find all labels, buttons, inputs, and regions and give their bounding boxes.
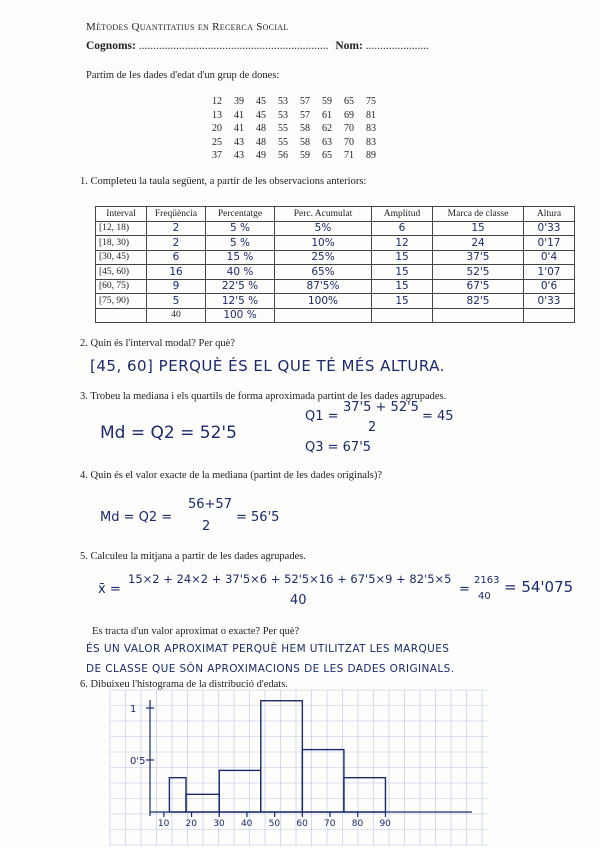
median-answer: Md = Q2 = 52'5 <box>100 423 237 443</box>
observation-value: 55 <box>278 123 288 135</box>
question-5-answer-line-1: ÉS UN VALOR APROXIMAT PERQUÈ HEM UTILITZAT LES MARQUES <box>86 643 450 655</box>
question-6-label: 6. Dibuixeu l'histograma de la distribució d'edats. <box>80 679 288 690</box>
question-5-sub-label: Es tracta d'un valor aproximat o exacte? Per què? <box>92 626 300 637</box>
table-header-cell: Interval <box>96 207 147 222</box>
question-2-label: 2. Quin és l'interval modal? Per què? <box>80 338 235 349</box>
table-cell-perc[interactable]: 12'5 % <box>206 294 275 309</box>
table-cell-marca[interactable]: 37'5 <box>433 250 524 265</box>
table-cell-amp[interactable]: 15 <box>372 279 433 294</box>
table-cell-alt[interactable]: 0'4 <box>524 250 575 265</box>
table-cell-amp[interactable]: 15 <box>372 250 433 265</box>
total-frequency: 40 <box>147 308 206 323</box>
table-header-cell: Marca de classe <box>433 207 524 222</box>
q1-numerator: 37'5 + 52'5 <box>343 400 419 415</box>
y-tick-label: 1 <box>130 704 137 715</box>
observation-value: 56 <box>278 150 288 162</box>
table-cell-interval: [60, 75) <box>96 279 147 294</box>
table-cell-freq[interactable]: 16 <box>147 265 206 280</box>
observation-value: 45 <box>256 109 266 121</box>
nom-field[interactable]: ...................... <box>365 40 429 52</box>
table-cell-amp[interactable]: 12 <box>372 236 433 251</box>
table-header-cell: Percentatge <box>206 207 275 222</box>
y-tick-label: 0'5 <box>130 756 146 767</box>
table-cell-marca[interactable]: 52'5 <box>433 265 524 280</box>
observation-value: 69 <box>344 109 354 121</box>
table-cell-acum[interactable]: 5% <box>275 221 372 236</box>
observation-value: 48 <box>256 136 266 148</box>
intro-text: Partim de les dades d'edat d'un grup de dones: <box>86 70 280 81</box>
q3-answer: Q3 = 67'5 <box>305 440 372 455</box>
q4-result: = 56'5 <box>236 510 280 525</box>
q1-denominator: 2 <box>368 420 377 435</box>
table-cell-interval: [75, 90) <box>96 294 147 309</box>
cognoms-label: Cognoms: <box>86 40 136 52</box>
table-cell-marca[interactable]: 15 <box>433 221 524 236</box>
x-tick-label: 30 <box>213 819 225 829</box>
question-1-label: 1. Completeu la taula següent, a partir de les observacions anteriors: <box>80 176 367 187</box>
observation-value: 57 <box>300 109 310 121</box>
table-cell-amp[interactable]: 6 <box>372 221 433 236</box>
table-cell-alt[interactable]: 0'33 <box>524 221 575 236</box>
observation-value: 43 <box>234 150 244 162</box>
table-cell-alt[interactable]: 0'33 <box>524 294 575 309</box>
total-percentage: 100 % <box>206 308 275 323</box>
question-3-label: 3. Trobeu la mediana i els quartils de forma aproximada partint de les dades agrupades. <box>80 391 447 402</box>
mean-result: = 54'075 <box>504 578 574 596</box>
table-cell-acum[interactable]: 10% <box>275 236 372 251</box>
observation-value: 59 <box>300 150 310 162</box>
observation-value: 61 <box>322 109 332 121</box>
histogram-bar <box>302 750 344 812</box>
observation-value: 83 <box>366 136 376 148</box>
table-cell-perc[interactable]: 5 % <box>206 221 275 236</box>
table-cell-interval: [30, 45) <box>96 250 147 265</box>
table-cell-acum[interactable]: 100% <box>275 294 372 309</box>
table-cell-interval: [18, 30) <box>96 236 147 251</box>
observation-value: 58 <box>300 123 310 135</box>
mean-symbol: x̄ = <box>98 582 121 597</box>
q1-lhs: Q1 = <box>305 409 339 424</box>
q4-numerator: 56+57 <box>188 497 232 512</box>
table-cell-perc[interactable]: 5 % <box>206 236 275 251</box>
observation-value: 20 <box>212 123 222 135</box>
observation-value: 83 <box>366 123 376 135</box>
table-cell-perc[interactable]: 40 % <box>206 265 275 280</box>
table-cell-acum[interactable]: 65% <box>275 265 372 280</box>
table-cell-interval: [45, 60) <box>96 265 147 280</box>
observation-value: 57 <box>300 96 310 107</box>
observation-value: 37 <box>212 150 222 162</box>
histogram-bar <box>186 794 219 812</box>
table-header-cell: Perc. Acumulat <box>275 207 372 222</box>
table-cell-alt[interactable]: 0'17 <box>524 236 575 251</box>
observation-value: 39 <box>234 96 244 107</box>
observation-value: 59 <box>322 96 332 107</box>
table-cell-alt[interactable]: 0'6 <box>524 279 575 294</box>
table-cell-interval: [12, 18) <box>96 221 147 236</box>
observation-value: 25 <box>212 136 222 148</box>
q1-result: = 45 <box>422 409 454 424</box>
observation-value: 71 <box>344 150 354 162</box>
observation-value: 48 <box>256 123 266 135</box>
table-cell-marca[interactable]: 24 <box>433 236 524 251</box>
table-cell-perc[interactable]: 15 % <box>206 250 275 265</box>
observation-value: 62 <box>322 123 332 135</box>
table-cell-perc[interactable]: 22'5 % <box>206 279 275 294</box>
observation-value: 65 <box>344 96 354 107</box>
table-header-cell: Freqüència <box>147 207 206 222</box>
observation-value: 45 <box>256 96 266 107</box>
q4-lhs: Md = Q2 = <box>100 510 173 525</box>
table-cell-freq[interactable]: 9 <box>147 279 206 294</box>
mean-denominator: 40 <box>290 593 307 608</box>
x-tick-label: 40 <box>240 819 253 829</box>
question-5-label: 5. Calculeu la mitjana a partir de les dades agrupades. <box>80 551 306 562</box>
course-title: Mètodes Quantitatius en Recerca Social <box>86 21 289 33</box>
observation-value: 41 <box>234 123 244 135</box>
observation-value: 65 <box>322 150 332 162</box>
observation-value: 12 <box>212 96 222 107</box>
table-header-cell: Amplitud <box>372 207 433 222</box>
x-tick-label: 80 <box>351 819 364 829</box>
observation-value: 58 <box>300 136 310 148</box>
table-cell-freq[interactable]: 6 <box>147 250 206 265</box>
q4-denominator: 2 <box>202 519 211 534</box>
question-4-label: 4. Quin és el valor exacte de la mediana (partint de les dades originals)? <box>80 470 383 481</box>
observation-value: 53 <box>278 109 288 121</box>
x-tick-label: 60 <box>296 819 308 829</box>
x-tick-label: 70 <box>324 819 336 829</box>
x-tick-label: 20 <box>185 819 198 829</box>
mean-fraction-denominator: 40 <box>478 591 491 602</box>
mean-fraction-numerator: 2163 <box>474 575 500 586</box>
table-cell-acum[interactable]: 87'5% <box>275 279 372 294</box>
table-cell-freq[interactable]: 2 <box>147 221 206 236</box>
table-header-cell: Altura <box>524 207 575 222</box>
table-cell-acum[interactable]: 25% <box>275 250 372 265</box>
mean-equals: = <box>459 582 470 597</box>
observation-value: 63 <box>322 136 332 148</box>
x-tick-label: 50 <box>268 819 281 829</box>
observation-value: 81 <box>366 109 376 121</box>
observation-value: 70 <box>344 136 354 148</box>
observation-value: 70 <box>344 123 354 135</box>
table-cell-alt[interactable]: 1'07 <box>524 265 575 280</box>
table-cell-amp[interactable]: 15 <box>372 265 433 280</box>
x-tick-label: 90 <box>379 819 391 829</box>
cognoms-field[interactable]: .................................................................. <box>138 40 329 52</box>
table-cell-freq[interactable]: 5 <box>147 294 206 309</box>
observation-value: 89 <box>366 150 376 162</box>
observation-value: 53 <box>278 96 288 107</box>
question-2-answer: [45, 60] PERQUÈ ÉS EL QUE TÉ MÉS ALTURA. <box>90 357 445 375</box>
observation-value: 49 <box>256 150 266 162</box>
table-cell-marca[interactable]: 82'5 <box>433 294 524 309</box>
x-tick-label: 10 <box>157 819 170 829</box>
mean-numerator: 15×2 + 24×2 + 37'5×6 + 52'5×16 + 67'5×9 + 82'5×5 <box>128 572 452 586</box>
table-cell-marca[interactable]: 67'5 <box>433 279 524 294</box>
nom-label: Nom: <box>335 40 363 52</box>
table-cell-amp[interactable]: 15 <box>372 294 433 309</box>
observation-value: 55 <box>278 136 288 148</box>
observation-value: 43 <box>234 136 244 148</box>
observation-value: 13 <box>212 109 222 121</box>
observation-value: 75 <box>366 96 376 107</box>
question-5-answer-line-2: DE CLASSE QUE SÓN APROXIMACIONS DE LES DADES ORIGINALS. <box>86 663 455 675</box>
observation-value: 41 <box>234 109 244 121</box>
histogram-bar <box>219 770 261 812</box>
table-cell-freq[interactable]: 2 <box>147 236 206 251</box>
